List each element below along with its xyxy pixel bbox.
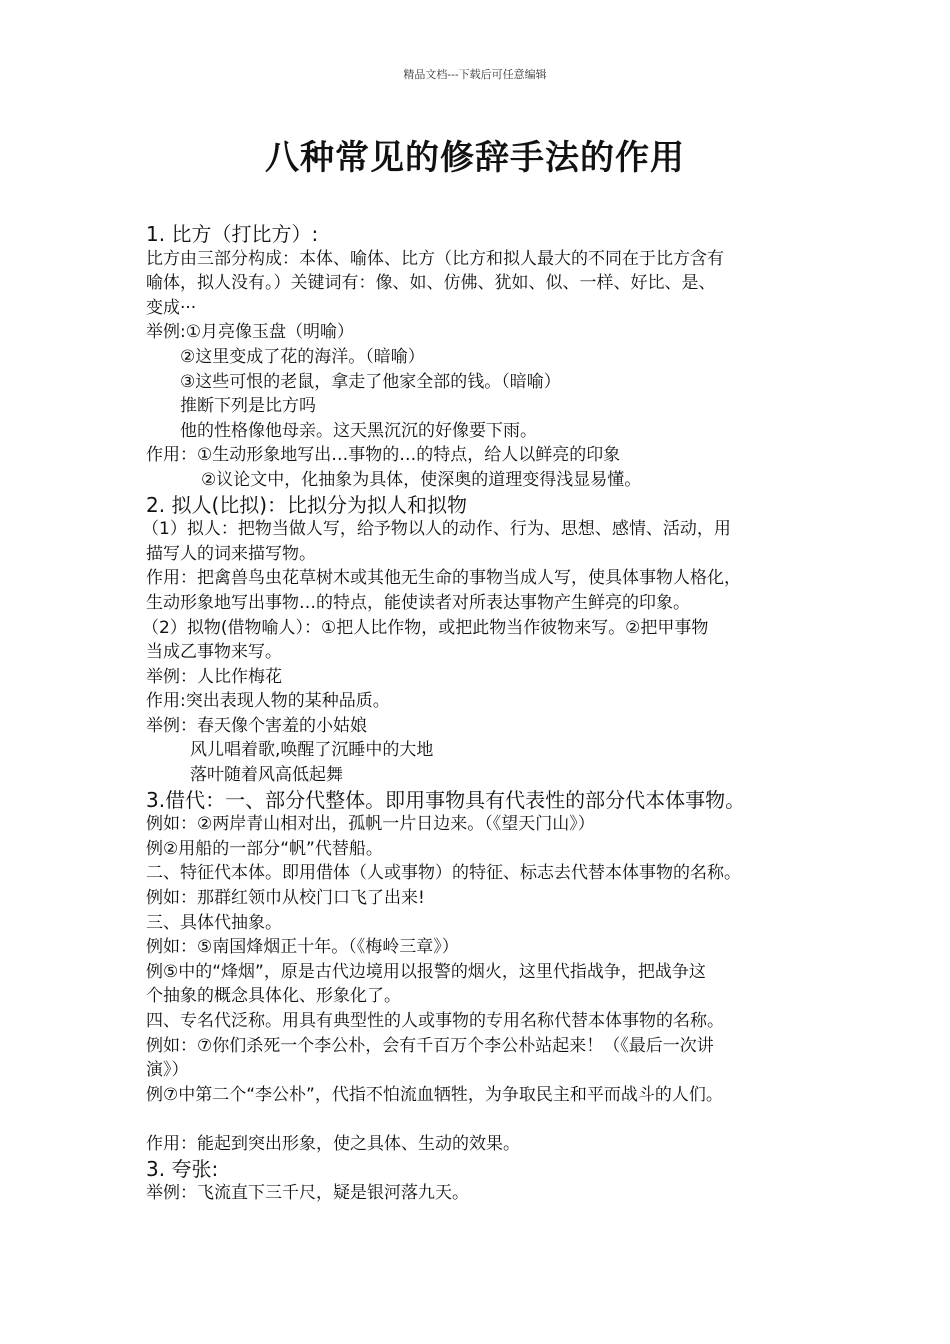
text-line: 举例：春天像个害羞的小姑娘: [146, 715, 367, 736]
text-line: （2）拟物(借物喻人）：①把人比作物，或把此物当作彼物来写。②把甲事物: [142, 617, 709, 638]
text-line: 例②用船的一部分“帆”代替船。: [146, 838, 383, 859]
section-heading: 3.借代：一、部分代整体。即用事物具有代表性的部分代本体事物。: [146, 787, 746, 812]
text-line: ②议论文中，化抽象为具体，使深奥的道理变得浅显易懂。: [201, 469, 642, 490]
text-line: 作用：①生动形象地写出…事物的…的特点，给人以鲜亮的印象: [146, 445, 621, 466]
text-line: 比方由三部分构成：本体、喻体、比方（比方和拟人最大的不同在于比方含有: [146, 248, 724, 269]
text-line: 举例:①月亮像玉盘（明喻）: [146, 322, 354, 343]
text-line: 例如：②两岸青山相对出，孤帆一片日边来。（《望天门山》）: [146, 814, 595, 835]
text-line: 例如：那群红领巾从校门口飞了出来!: [146, 888, 425, 909]
text-line: 例⑤中的“烽烟”，原是古代边境用以报警的烟火，这里代指战争，把战争这: [146, 961, 706, 982]
section-heading: 2. 拟人(比拟)：比拟分为拟人和拟物: [146, 492, 468, 517]
document-body: [142, 222, 816, 1206]
text-line: 生动形象地写出事物…的特点，能使读者对所表达事物产生鲜亮的印象。: [146, 592, 690, 613]
text-line: 喻体，拟人没有。）关键词有：像、如、仿佛、犹如、似、一样、好比、是、: [146, 273, 716, 294]
text-line: 落叶随着风高低起舞: [190, 765, 343, 786]
text-line: 例⑦中第二个“李公朴”，代指不怕流血牺牲，为争取民主和平而战斗的人们。: [146, 1084, 723, 1105]
text-line: ③这些可恨的老鼠，拿走了他家全部的钱。（暗喻）: [180, 371, 561, 392]
text-line: 例如：⑤南国烽烟正十年。（《梅岭三章》）: [146, 937, 459, 958]
text-line: ②这里变成了花的海洋。（暗喻）: [180, 346, 425, 367]
document-title: 八种常见的修辞手法的作用: [265, 138, 685, 178]
text-line: 四、专名代泛称。用具有典型性的人或事物的专用名称代替本体事物的名称。: [146, 1011, 724, 1031]
text-line: 例如：⑦你们杀死一个李公朴，会有千百万个李公朴站起来！（《最后一次讲: [146, 1035, 714, 1056]
text-line: 风儿唱着歌,唤醒了沉睡中的大地: [190, 740, 434, 761]
text-line: 推断下列是比方吗: [180, 396, 316, 417]
section-heading: 3. 夸张:: [146, 1156, 219, 1181]
text-line: 当成乙事物来写。: [146, 642, 282, 663]
text-line: 二、特征代本体。即用借体（人或事物）的特征、标志去代替本体事物的名称。: [146, 863, 741, 884]
text-line: 描写人的词来描写物。: [146, 543, 316, 564]
text-line: 举例：飞流直下三千尺，疑是银河落九天。: [146, 1183, 469, 1204]
text-line: 举例：人比作梅花: [146, 666, 282, 687]
page-header: 精品文档---下载后可任意编辑: [403, 68, 547, 81]
text-line: [146, 1107, 816, 1132]
text-line: 作用：把禽兽鸟虫花草树木或其他无生命的事物当成人写，使具体事物人格化，: [146, 568, 741, 589]
text-line: 个抽象的概念具体化、形象化了。: [146, 986, 401, 1007]
text-line: 作用:突出表现人物的某种品质。: [146, 691, 390, 712]
text-line: 变成···: [146, 297, 197, 318]
section-heading: 1. 比方（打比方）:: [146, 222, 319, 246]
text-line: 他的性格像他母亲。这天黑沉沉的好像要下雨。: [180, 420, 537, 441]
text-line: （1）拟人：把物当做人写，给予物以人的动作、行为、思想、感情、活动，用: [142, 519, 731, 540]
text-line: 演》）: [146, 1060, 189, 1081]
text-line: 三、具体代抽象。: [146, 912, 282, 933]
text-line: 作用：能起到突出形象，使之具体、生动的效果。: [146, 1133, 520, 1154]
